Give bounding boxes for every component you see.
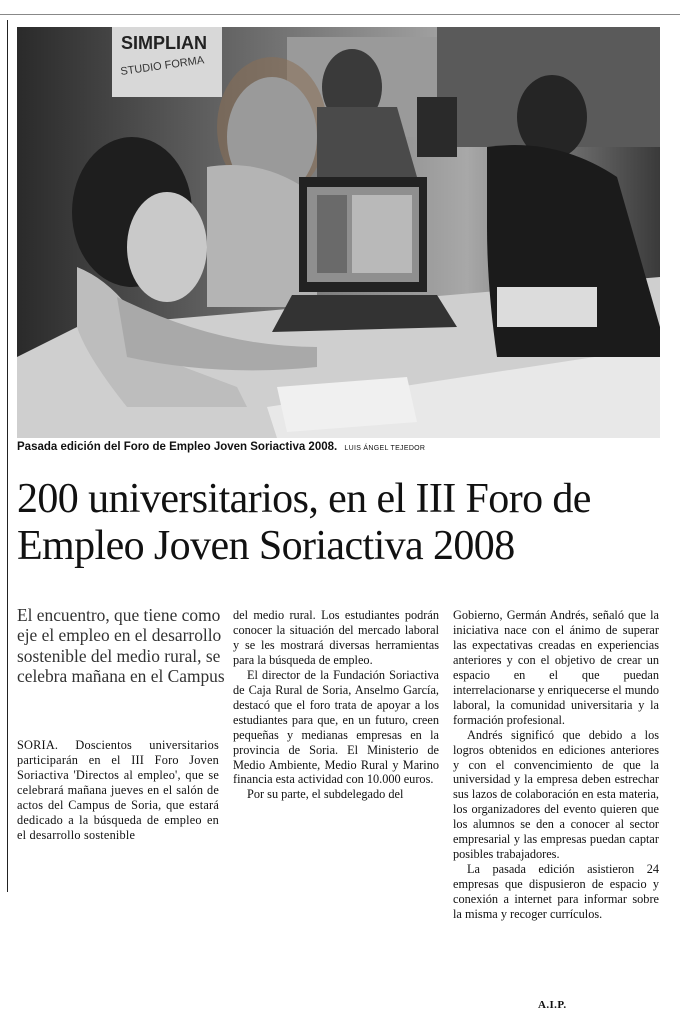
body-paragraph: del medio rural. Los estudiantes podrán conocer la situación del mercado laboral y se les mostrará diversas herramientas para la búsqueda de empleo. <box>233 608 439 667</box>
sign-text: SIMPLIAN <box>121 33 208 53</box>
body-paragraph: Andrés significó que debido a los logros obtenidos en ediciones anteriores y con el convencimiento de que la universidad y la empresa deben estrechar sus lazos de colaboración en esta materia, los organizadores del evento quieren que los alumnos se den a conocer al sector empresarial y las empresas puedan captar posibles trabajadores. <box>453 727 659 862</box>
photo-credit: LUIS ÁNGEL TEJEDOR <box>344 445 426 452</box>
headline-line-2: Empleo Joven Soriactiva 2008 <box>17 523 515 569</box>
body-column-1 <box>17 738 219 843</box>
headline-line-1: 200 universitarios, en el III Foro de <box>17 476 591 522</box>
headline <box>17 476 667 570</box>
top-rule <box>0 14 680 15</box>
column-rule <box>7 20 8 892</box>
body-paragraph: Gobierno, Germán Andrés, señaló que la iniciativa nace con el ánimo de superar las expectativas creadas en experiencias anteriores y con el objetivo de crear un espacio en el que puedan interrelacionarse y enriquecerse el mundo laboral, la comunidad universitaria y la formación profesional. <box>453 608 659 727</box>
news-photo <box>17 27 660 438</box>
body-column-2 <box>233 608 439 802</box>
author-signature: A.I.P. <box>538 999 567 1011</box>
body-paragraph: El director de la Fundación Soriactiva de Caja Rural de Soria, Anselmo García, destacó que el foro trata de apoyar a los estudiantes para que, en un futuro, creen pequeñas y medianas empresas en la provincia de Soria. El Ministerio de Medio Ambiente, Medio Rural y Marino financia esta actividad con 10.000 euros. <box>233 667 439 787</box>
body-column-3 <box>453 608 659 922</box>
sign-subtext: STUDIO FORMA <box>119 54 205 78</box>
caption-text: Pasada edición del Foro de Empleo Joven Soriactiva 2008. <box>17 441 338 453</box>
body-paragraph: Por su parte, el subdelegado del <box>247 787 404 802</box>
deck-summary: El encuentro, que tiene como eje el empleo en el desarrollo sostenible del medio rural, se celebra mañana en el Campus <box>17 605 225 687</box>
body-paragraph: SORIA. Doscientos universitarios participarán en el III Foro Joven Soriactiva 'Directos al empleo', que se celebrará mañana jueves en el salón de actos del Campus de Soria, que estará dedicado a la búsqueda de empleo en el desarrollo sostenible <box>17 738 219 842</box>
body-paragraph: La pasada edición asistieron 24 empresas que dispusieron de espacio y conexión a internet para informar sobre la misma y recoger currículos. <box>453 862 659 922</box>
photo-caption <box>17 441 660 459</box>
